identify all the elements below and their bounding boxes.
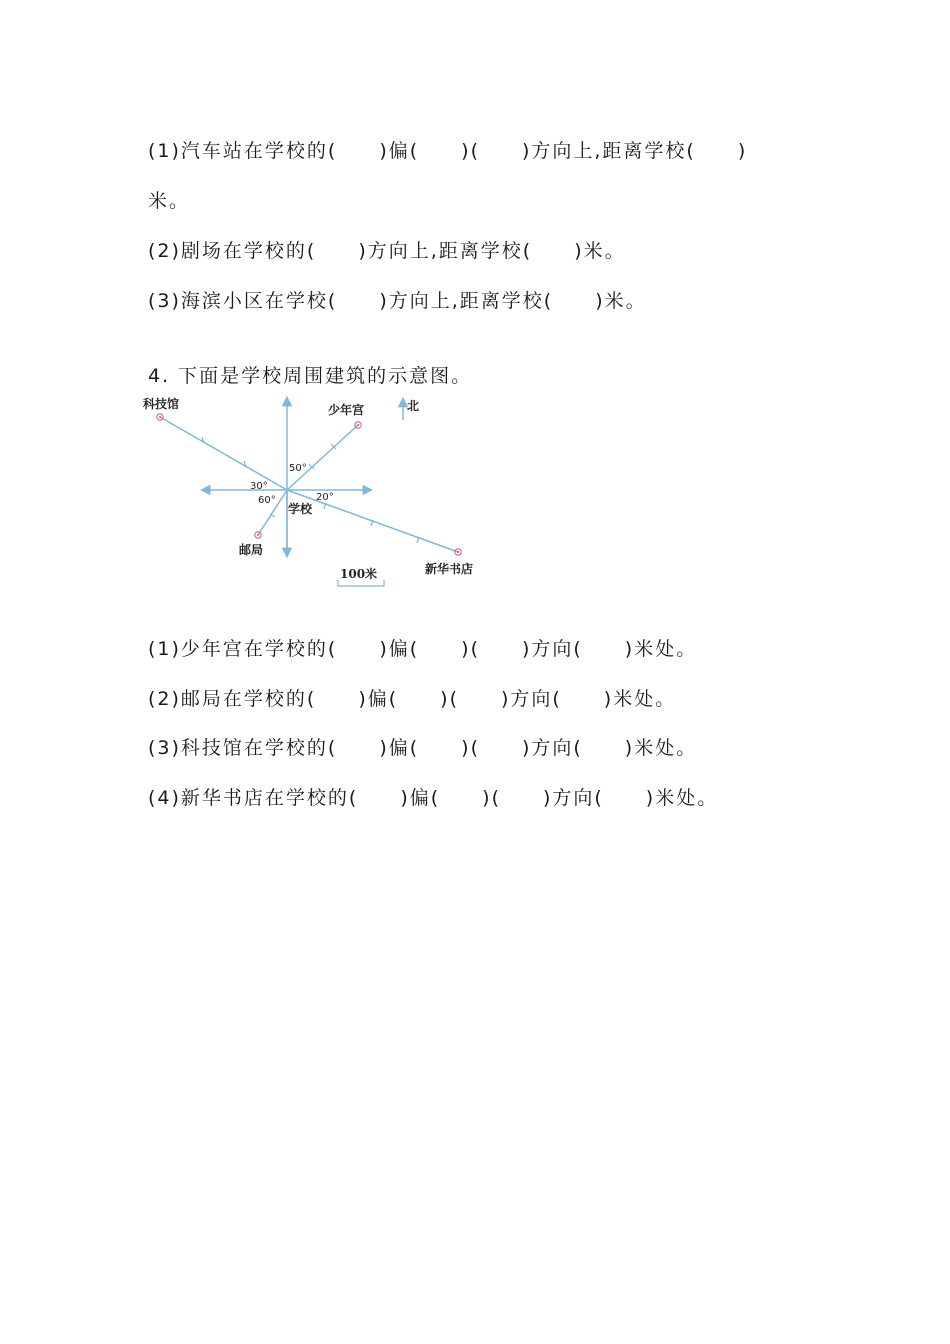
label-shaoniangong: 少年宫 <box>328 403 365 417</box>
q4-item-2: (2)邮局在学校的( )偏( )( )方向( )米处。 <box>148 688 677 710</box>
label-youju: 邮局 <box>239 543 264 557</box>
q4-item-3: (3)科技馆在学校的( )偏( )( )方向( )米处。 <box>148 737 698 759</box>
ray-shaoniangong <box>287 425 358 490</box>
youju-marker <box>255 532 261 538</box>
label-kejiguan: 科技馆 <box>143 397 180 411</box>
label-xinhua: 新华书店 <box>425 562 474 576</box>
q3-item-1-line2: 米。 <box>148 190 191 212</box>
angle-30: 30° <box>250 481 268 492</box>
q3-item-2: (2)剧场在学校的( )方向上,距离学校( )米。 <box>148 240 626 262</box>
shaoniangong-marker <box>355 422 361 428</box>
label-xuexiao: 学校 <box>288 502 313 516</box>
angle-20: 20° <box>316 492 334 503</box>
q4-item-4: (4)新华书店在学校的( )偏( )( )方向( )米处。 <box>148 787 719 809</box>
q3-item-3: (3)海滨小区在学校( )方向上,距离学校( )米。 <box>148 290 647 312</box>
scale-label: 100米 <box>340 567 378 581</box>
angle-60: 60° <box>258 495 276 506</box>
direction-diagram <box>140 390 500 595</box>
xinhua-marker <box>455 549 461 555</box>
ray-kejiguan <box>160 417 287 490</box>
label-north: 北 <box>407 399 420 413</box>
section4-title: 4. 下面是学校周围建筑的示意图。 <box>148 365 473 387</box>
q4-item-1: (1)少年宫在学校的( )偏( )( )方向( )米处。 <box>148 638 698 660</box>
kejiguan-marker <box>157 414 163 420</box>
direction-diagram-svg <box>140 390 500 595</box>
q3-item-1-line1: (1)汽车站在学校的( )偏( )( )方向上,距离学校( ) <box>148 140 748 162</box>
angle-50: 50° <box>289 463 307 474</box>
